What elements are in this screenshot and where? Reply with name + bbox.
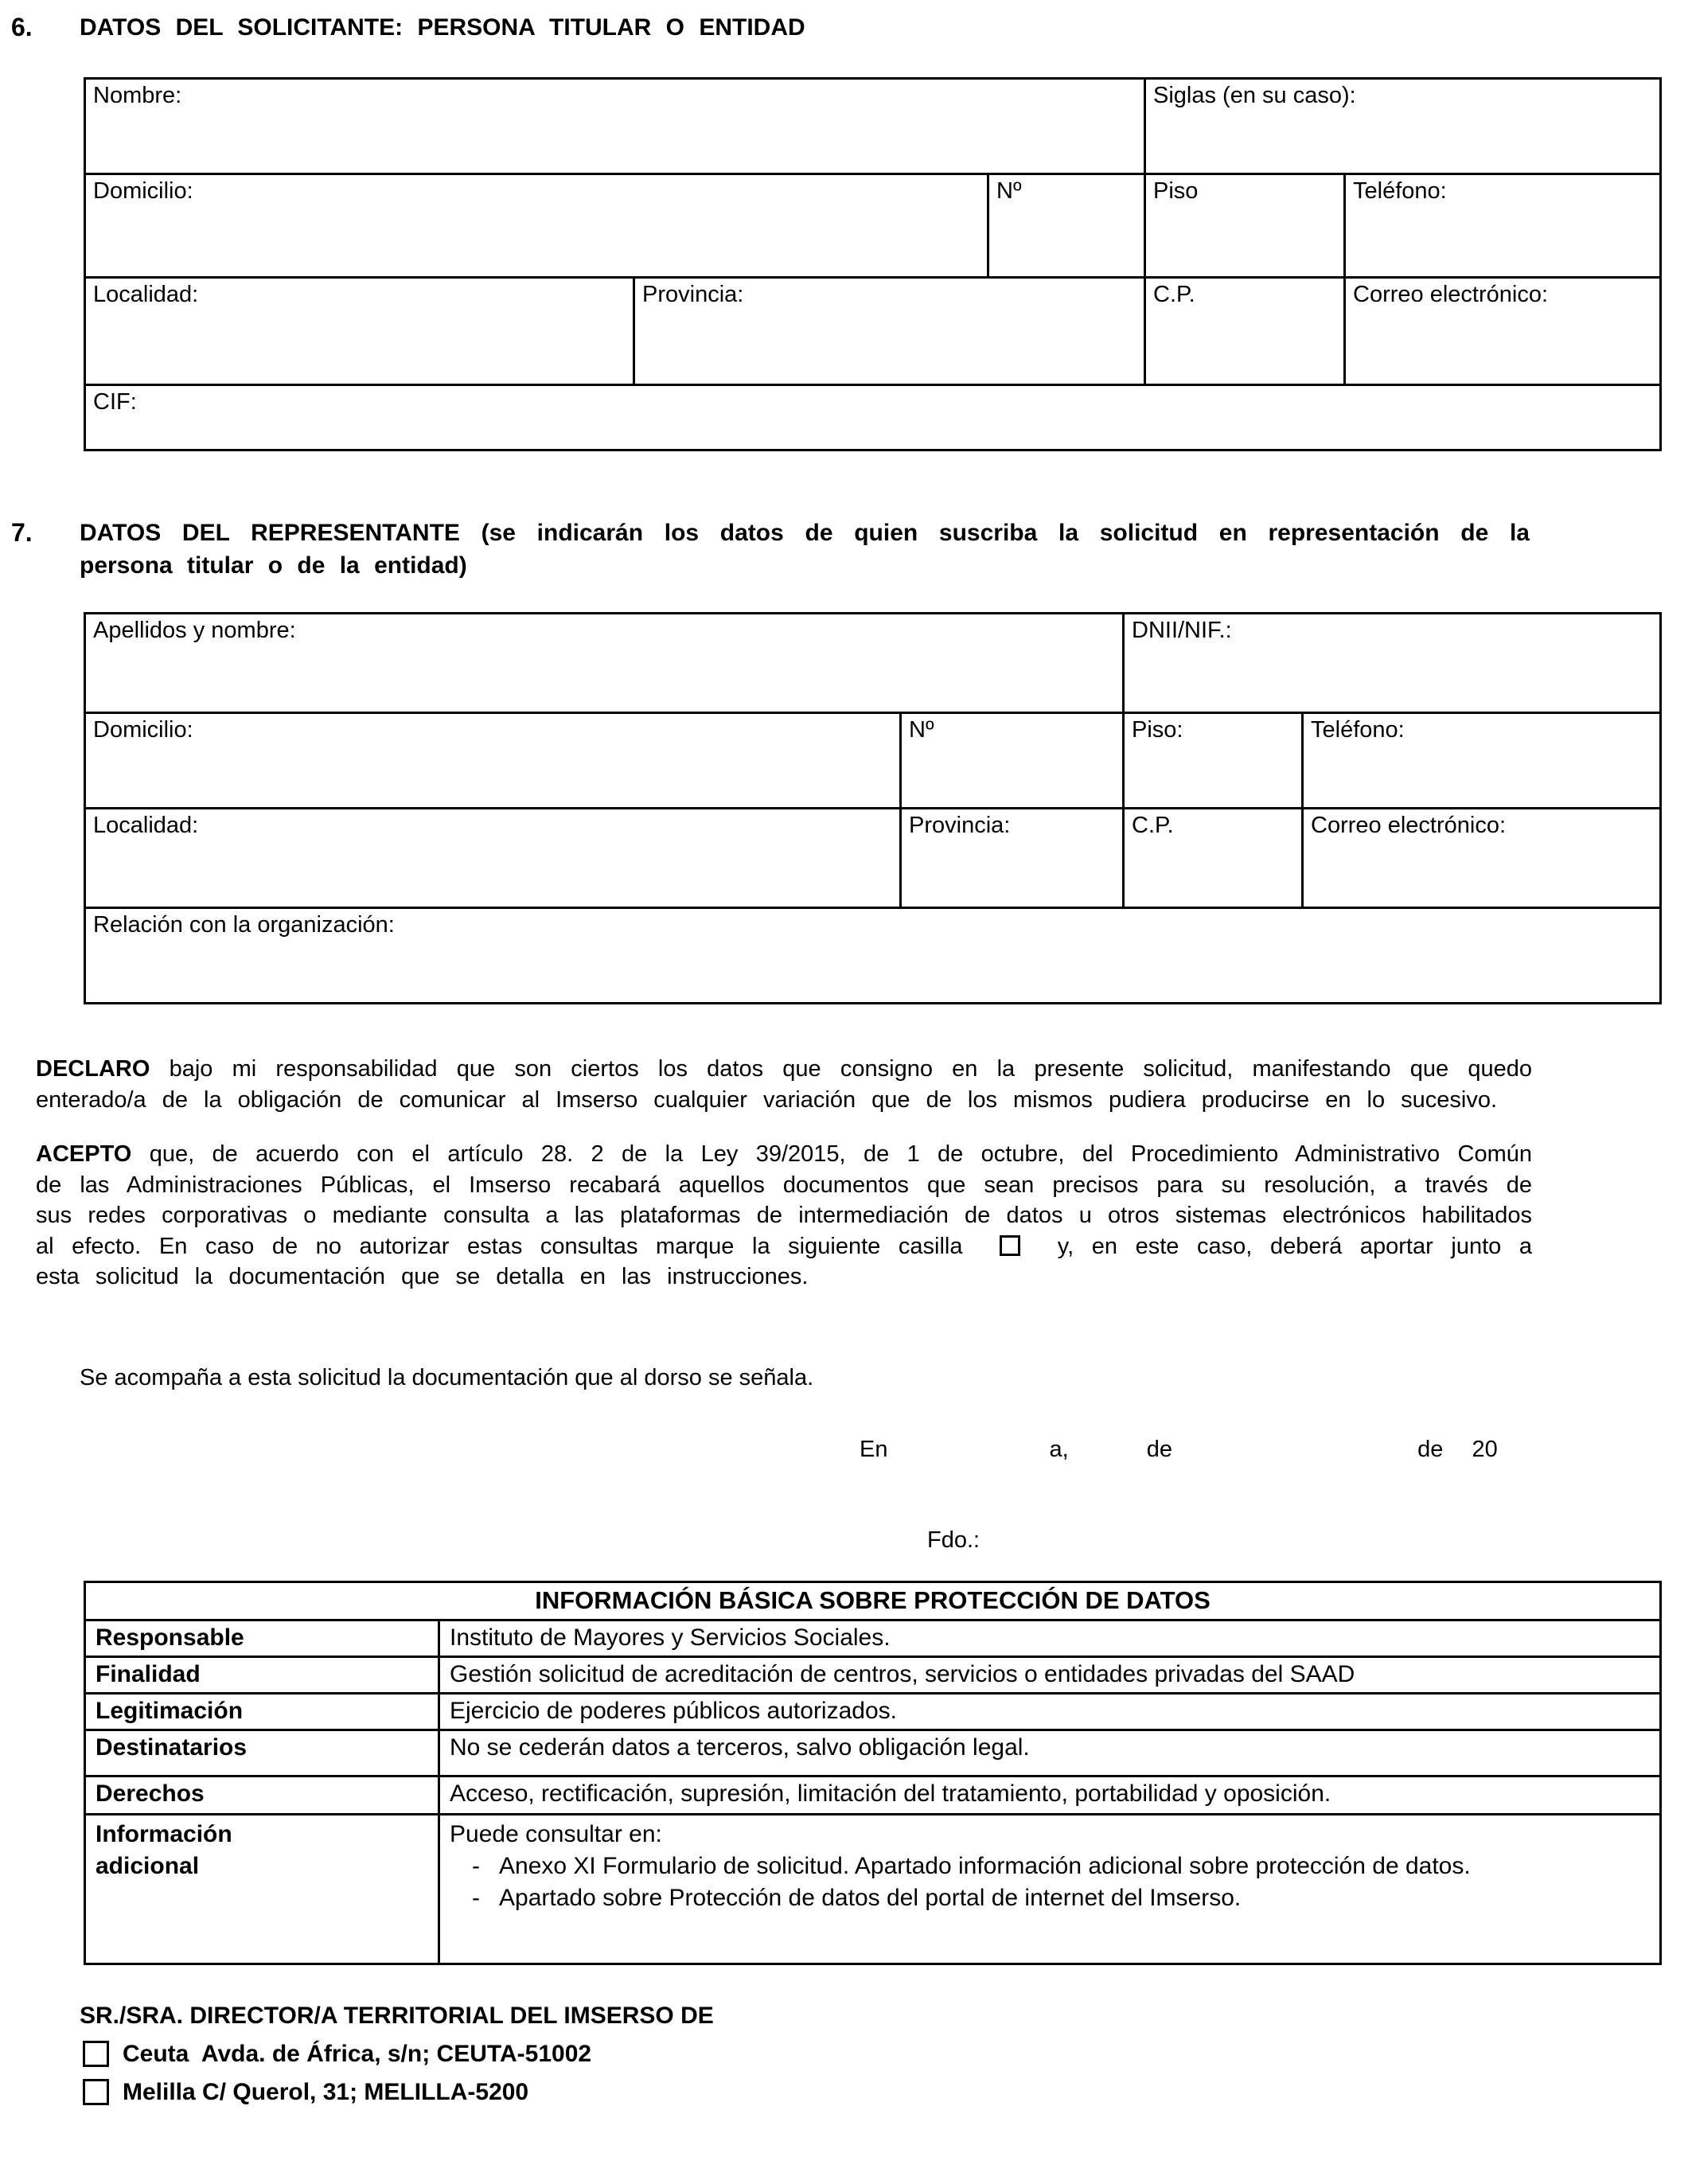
- applicant-telefono-field[interactable]: [1345, 174, 1661, 278]
- protection-value-derechos: Acceso, rectificación, supresión, limitación del tratamiento, portabilidad y oposición.: [439, 1776, 1661, 1814]
- acepto-word: ACEPTO: [36, 1141, 132, 1167]
- date-de-year: de: [1417, 1436, 1444, 1462]
- protection-info-item-1: [450, 1851, 1650, 1882]
- applicant-nombre-label: Nombre:: [93, 83, 182, 108]
- protection-info-item-2-text: Apartado sobre Protección de datos del portal de internet del Imserso.: [499, 1884, 1242, 1911]
- rep-domicilio-field[interactable]: [85, 713, 901, 809]
- applicant-row-3: [85, 278, 1661, 385]
- protection-row-finalidad: [85, 1656, 1661, 1693]
- applicant-cif-field[interactable]: [85, 385, 1661, 450]
- rep-numero-field[interactable]: [901, 713, 1124, 809]
- signature-label: Fdo.:: [927, 1527, 981, 1553]
- acepto-text-1: que, de acuerdo con el artículo 28. 2 de la Ley 39/2015, de 1 de octubre, del Procedimiento Administrativo Común de las Administraciones Públicas, el Imserso recabará aquellos documentos que sean precisos para su resolución, a través de sus redes corporativas o mediante consulta a las plataformas de intermediación de datos u otros sistemas electrónicos habilitados al efecto. En caso de no autorizar estas consultas marque la siguiente casilla: [36, 1141, 1533, 1259]
- applicant-localidad-field[interactable]: [85, 278, 634, 385]
- rep-domicilio-label: Domicilio:: [93, 717, 193, 743]
- dash-marker: -: [472, 1852, 480, 1879]
- data-protection-table: [84, 1581, 1662, 1965]
- applicant-numero-field[interactable]: [988, 174, 1145, 278]
- ceuta-checkbox[interactable]: [83, 2041, 109, 2067]
- protection-value-finalidad: Gestión solicitud de acreditación de centros, servicios o entidades privadas del SAAD: [439, 1656, 1661, 1693]
- applicant-provincia-label: Provincia:: [642, 282, 744, 307]
- protection-info-item-1-text: Anexo XI Formulario de solicitud. Apartado información adicional sobre protección de datos.: [499, 1852, 1471, 1879]
- rep-dni-field[interactable]: [1124, 614, 1661, 713]
- rep-correo-field[interactable]: [1303, 809, 1661, 908]
- applicant-cp-field[interactable]: [1145, 278, 1345, 385]
- protection-value-responsable: Instituto de Mayores y Servicios Sociales.: [439, 1620, 1661, 1656]
- rep-localidad-field[interactable]: [85, 809, 901, 908]
- ceuta-label: Ceuta Avda. de África, s/n; CEUTA-51002: [123, 2040, 592, 2067]
- applicant-cp-label: C.P.: [1153, 282, 1195, 307]
- dash-marker: -: [472, 1884, 480, 1911]
- rep-dni-label: DNII/NIF.:: [1132, 618, 1232, 643]
- rep-provincia-field[interactable]: [901, 809, 1124, 908]
- protection-label-derechos: Derechos: [85, 1776, 439, 1814]
- applicant-row-1: [85, 79, 1661, 174]
- section7-heading: [11, 517, 1692, 582]
- protection-label-legitimacion: Legitimación: [85, 1693, 439, 1730]
- section6-number: 6.: [11, 13, 33, 41]
- protection-label-informacion-adicional: [85, 1814, 439, 1964]
- applicant-siglas-field[interactable]: [1145, 79, 1661, 174]
- protection-header-row: [85, 1581, 1661, 1620]
- rep-provincia-label: Provincia:: [909, 813, 1011, 838]
- rep-telefono-field[interactable]: [1303, 713, 1661, 809]
- melilla-checkbox[interactable]: [83, 2079, 109, 2105]
- rep-piso-label: Piso:: [1132, 717, 1183, 743]
- applicant-row-4: [85, 385, 1661, 450]
- protection-value-destinatarios: No se cederán datos a terceros, salvo obligación legal.: [439, 1730, 1661, 1776]
- date-en: En: [860, 1436, 888, 1462]
- applicant-telefono-label: Teléfono:: [1353, 178, 1447, 204]
- director-territorial-title: SR./SRA. DIRECTOR/A TERRITORIAL DEL IMSERSO DE: [80, 2002, 714, 2029]
- protection-label-destinatarios: Destinatarios: [85, 1730, 439, 1776]
- applicant-siglas-label: Siglas (en su caso):: [1153, 83, 1356, 108]
- rep-piso-field[interactable]: [1124, 713, 1303, 809]
- protection-info-intro: Puede consultar en:: [450, 1820, 662, 1847]
- representative-table: [84, 612, 1662, 1004]
- protection-row-responsable: [85, 1620, 1661, 1656]
- rep-cp-label: C.P.: [1132, 813, 1174, 838]
- section7-number: 7.: [11, 518, 33, 547]
- applicant-table: [84, 77, 1662, 451]
- representative-row-2: [85, 713, 1661, 809]
- option-melilla: [83, 2077, 1692, 2108]
- protection-value-informacion-adicional: [439, 1814, 1661, 1964]
- rep-telefono-label: Teléfono:: [1311, 717, 1405, 743]
- date-a: a,: [1049, 1436, 1069, 1462]
- section6-title: DATOS DEL SOLICITANTE: PERSONA TITULAR O ENTIDAD: [80, 14, 805, 41]
- date-de-day: de: [1146, 1436, 1173, 1462]
- section7-title: DATOS DEL REPRESENTANTE (se indicarán los datos de quien suscriba la solicitud en representación de la persona titular o de la entidad): [80, 520, 1530, 579]
- protection-info-item-2: [450, 1882, 1650, 1914]
- date-year-prefix: 20: [1472, 1436, 1498, 1462]
- representative-row-4: [85, 908, 1661, 1004]
- rep-relacion-field[interactable]: [85, 908, 1661, 1004]
- section6-heading: [11, 11, 1692, 44]
- protection-label-finalidad: Finalidad: [85, 1656, 439, 1693]
- applicant-cif-label: CIF:: [93, 389, 137, 415]
- no-authorize-checkbox[interactable]: [1000, 1235, 1020, 1256]
- protection-value-legitimacion: Ejercicio de poderes públicos autorizados.: [439, 1693, 1661, 1730]
- protection-row-destinatarios: [85, 1730, 1661, 1776]
- rep-apellidos-label: Apellidos y nombre:: [93, 618, 296, 643]
- protection-row-legitimacion: [85, 1693, 1661, 1730]
- rep-apellidos-field[interactable]: [85, 614, 1124, 713]
- applicant-provincia-field[interactable]: [634, 278, 1145, 385]
- date-line: [860, 1434, 1692, 1464]
- acepto-text-2: y, en este caso, deberá aportar junto a esta solicitud la documentación que se detalla en las instrucciones.: [36, 1233, 1533, 1289]
- applicant-localidad-label: Localidad:: [93, 282, 199, 307]
- applicant-nombre-field[interactable]: [85, 79, 1145, 174]
- representative-row-1: [85, 614, 1661, 713]
- rep-correo-label: Correo electrónico:: [1311, 813, 1506, 838]
- declaro-paragraph: [36, 1054, 1532, 1115]
- option-ceuta: [83, 2038, 1692, 2070]
- representative-row-3: [85, 809, 1661, 908]
- applicant-domicilio-label: Domicilio:: [93, 178, 193, 204]
- applicant-numero-label: Nº: [996, 178, 1022, 204]
- protection-row-derechos: [85, 1776, 1661, 1814]
- rep-cp-field[interactable]: [1124, 809, 1303, 908]
- applicant-correo-field[interactable]: [1345, 278, 1661, 385]
- applicant-row-2: [85, 174, 1661, 278]
- protection-label-responsable: Responsable: [85, 1620, 439, 1656]
- protection-row-informacion-adicional: [85, 1814, 1661, 1964]
- applicant-correo-label: Correo electrónico:: [1353, 282, 1549, 307]
- declaro-word: DECLARO: [36, 1056, 150, 1082]
- rep-relacion-label: Relación con la organización:: [93, 912, 395, 938]
- declaro-text: bajo mi responsabilidad que son ciertos los datos que consigno en la presente solicitud, manifestando que quedo enterado/a de la obligación de comunicar al Imserso cualquier variación que de los mismos pudiera producirse en lo sucesivo.: [36, 1056, 1532, 1113]
- melilla-label: Melilla C/ Querol, 31; MELILLA-5200: [123, 2078, 529, 2105]
- acompana-line: Se acompaña a esta solicitud la documentación que al dorso se señala.: [80, 1364, 814, 1390]
- applicant-domicilio-field[interactable]: [85, 174, 988, 278]
- applicant-piso-field[interactable]: [1145, 174, 1345, 278]
- footer: [80, 2000, 1692, 2108]
- protection-label-informacion-text: Información adicional: [96, 1820, 232, 1879]
- protection-title: INFORMACIÓN BÁSICA SOBRE PROTECCIÓN DE DATOS: [85, 1581, 1661, 1620]
- rep-localidad-label: Localidad:: [93, 813, 199, 838]
- rep-numero-label: Nº: [909, 717, 934, 743]
- applicant-piso-label: Piso: [1153, 178, 1199, 204]
- acepto-paragraph: [36, 1139, 1532, 1293]
